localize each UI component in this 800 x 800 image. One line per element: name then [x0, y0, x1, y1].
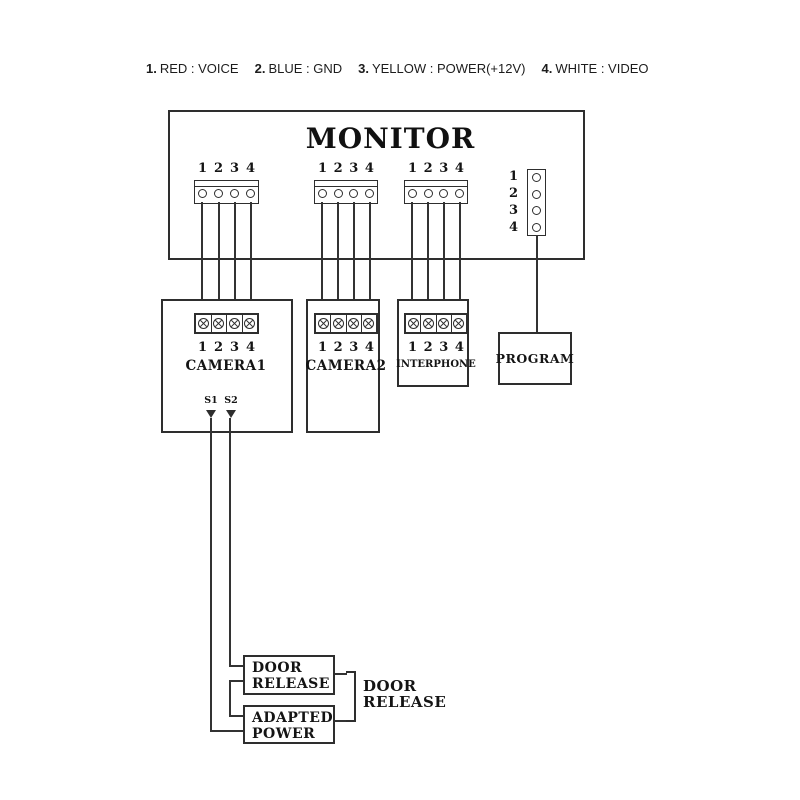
- pin-socket: [424, 189, 433, 198]
- camera1-terminal-s2-label: S2: [224, 395, 238, 406]
- terminal-cell: [243, 315, 258, 332]
- pin-number: 3: [439, 161, 449, 176]
- pin-number: 4: [508, 220, 519, 235]
- monitor-connector3-numbers: [404, 162, 468, 176]
- pin-socket: [246, 189, 255, 198]
- pin-number: 2: [213, 161, 224, 176]
- adapted-power-line2: POWER: [252, 726, 316, 742]
- adapted-power-line1: ADAPTED: [252, 710, 334, 726]
- terminal-cell: [421, 315, 436, 332]
- wire-camera1-pin4: [250, 202, 252, 314]
- legend-item-number: 1.: [146, 61, 157, 76]
- legend-item-text: RED : VOICE: [159, 61, 239, 76]
- camera1-pin-numbers: [194, 341, 259, 355]
- bracket-label-line1: DOOR: [363, 677, 417, 695]
- wire-interphone-pin2: [427, 202, 429, 314]
- terminal-cell: [347, 315, 362, 332]
- pin-socket: [532, 190, 541, 199]
- wire-interphone-pin1: [411, 202, 413, 314]
- pin-socket: [349, 189, 358, 198]
- program-label: PROGRAM: [495, 351, 575, 366]
- pin-number: 1: [198, 161, 208, 176]
- wire-link-vertical: [229, 680, 231, 717]
- terminal-cell: [227, 315, 243, 332]
- pin-number: 3: [229, 340, 240, 355]
- pin-number: 2: [333, 161, 343, 176]
- pin-number: 3: [229, 161, 240, 176]
- legend-item: [255, 61, 343, 76]
- camera2-pin-numbers: [314, 341, 378, 355]
- pin-socket: [532, 206, 541, 215]
- pin-number: 4: [364, 340, 374, 355]
- pin-number: 4: [454, 161, 464, 176]
- wire-s1-vertical: [210, 418, 212, 732]
- wire-camera1-pin1: [201, 202, 203, 314]
- screw-terminal-icon: [213, 318, 224, 329]
- terminal-cell: [196, 315, 212, 332]
- legend-item-number: 4.: [541, 61, 553, 76]
- terminal-arrow-icon: [226, 410, 236, 418]
- pin-socket: [198, 189, 207, 198]
- legend-item: [358, 61, 525, 76]
- legend-item-number: 2.: [254, 61, 266, 76]
- camera1-terminal-s1-label: S1: [204, 395, 218, 406]
- program-box: [495, 332, 575, 385]
- pin-number: 3: [508, 203, 519, 218]
- adapted-power-box: [243, 705, 335, 744]
- pin-number: 4: [364, 161, 374, 176]
- camera1-terminal-strip: [194, 313, 259, 334]
- wire-camera2-pin2: [337, 202, 339, 314]
- terminal-cell: [212, 315, 228, 332]
- pin-socket: [439, 189, 448, 198]
- terminal-cell: [362, 315, 376, 332]
- pin-number: 4: [454, 340, 464, 355]
- terminal-cell: [316, 315, 331, 332]
- door-release-line1: DOOR: [252, 660, 303, 676]
- camera2-terminal-strip: [314, 313, 378, 334]
- monitor-connector2-numbers: [314, 162, 378, 176]
- monitor-connector1-numbers: [194, 162, 259, 176]
- pin-number: 1: [198, 340, 208, 355]
- door-release-line2: RELEASE: [252, 676, 330, 692]
- pin-socket: [455, 189, 464, 198]
- monitor-title: MONITOR: [305, 122, 476, 155]
- screw-terminal-icon: [229, 318, 240, 329]
- door-release-box: [243, 655, 335, 695]
- pin-socket: [334, 189, 343, 198]
- monitor-side-connector-numbers: [507, 170, 520, 234]
- monitor-connector2: [314, 180, 378, 204]
- wire-interphone-pin4: [459, 202, 461, 314]
- pin-socket: [365, 189, 374, 198]
- wire-program: [536, 235, 538, 333]
- pin-socket: [230, 189, 239, 198]
- screw-terminal-icon: [333, 318, 344, 329]
- terminal-cell: [437, 315, 452, 332]
- pin-number: 2: [423, 340, 433, 355]
- pin-number: 4: [245, 340, 255, 355]
- pin-number: 2: [508, 186, 519, 201]
- pin-number: 2: [333, 340, 343, 355]
- interphone-pin-numbers: [404, 341, 468, 355]
- interphone-terminal-strip: [404, 313, 468, 334]
- pin-number: 1: [318, 340, 328, 355]
- wire-camera1-pin2: [218, 202, 220, 314]
- screw-terminal-icon: [408, 318, 419, 329]
- screw-terminal-icon: [423, 318, 434, 329]
- pin-number: 4: [245, 161, 255, 176]
- pin-socket: [214, 189, 223, 198]
- wire-interphone-pin3: [443, 202, 445, 314]
- pin-socket: [318, 189, 327, 198]
- pin-number: 2: [213, 340, 224, 355]
- legend-item-text: WHITE : VIDEO: [555, 61, 649, 76]
- pin-socket: [408, 189, 417, 198]
- bracket-label: [363, 678, 446, 710]
- screw-terminal-icon: [348, 318, 359, 329]
- terminal-cell: [452, 315, 466, 332]
- pin-socket: [532, 173, 541, 182]
- legend-item-text: BLUE : GND: [268, 61, 343, 76]
- screw-terminal-icon: [453, 318, 464, 329]
- legend-item-number: 3.: [358, 61, 369, 76]
- pin-number: 3: [349, 161, 359, 176]
- pin-socket: [532, 223, 541, 232]
- terminal-cell: [331, 315, 346, 332]
- wire-camera2-pin3: [353, 202, 355, 314]
- wire-camera1-pin3: [234, 202, 236, 314]
- legend-item: [541, 61, 648, 76]
- pin-number: 1: [408, 340, 418, 355]
- pin-number: 2: [423, 161, 433, 176]
- wire-s2-horizontal: [229, 665, 244, 667]
- legend-item: [146, 61, 239, 76]
- screw-terminal-icon: [438, 318, 449, 329]
- pin-number: 1: [508, 169, 519, 184]
- wire-link-bottom: [229, 715, 244, 717]
- pin-number: 3: [349, 340, 359, 355]
- monitor-side-connector: [527, 169, 546, 236]
- group-bracket: [346, 671, 356, 722]
- interphone-label: INTERPHONE: [396, 359, 476, 370]
- pin-number: 3: [439, 340, 449, 355]
- terminal-arrow-icon: [206, 410, 216, 418]
- wire-camera2-pin4: [369, 202, 371, 314]
- wire-s2-vertical: [229, 418, 231, 667]
- terminal-cell: [406, 315, 421, 332]
- camera1-label: CAMERA1: [185, 358, 267, 374]
- pin-number: 1: [408, 161, 418, 176]
- screw-terminal-icon: [198, 318, 209, 329]
- screw-terminal-icon: [318, 318, 329, 329]
- wire-s1-horizontal: [210, 730, 244, 732]
- wire-color-legend: [146, 61, 649, 76]
- screw-terminal-icon: [363, 318, 374, 329]
- bracket-label-line2: RELEASE: [363, 693, 447, 711]
- legend-item-text: YELLOW : POWER(+12V): [371, 61, 526, 76]
- pin-number: 1: [318, 161, 328, 176]
- screw-terminal-icon: [244, 318, 255, 329]
- wire-link-top: [229, 680, 244, 682]
- monitor-connector3: [404, 180, 468, 204]
- monitor-connector1: [194, 180, 259, 204]
- camera2-label: CAMERA2: [305, 358, 387, 374]
- wire-camera2-pin1: [321, 202, 323, 314]
